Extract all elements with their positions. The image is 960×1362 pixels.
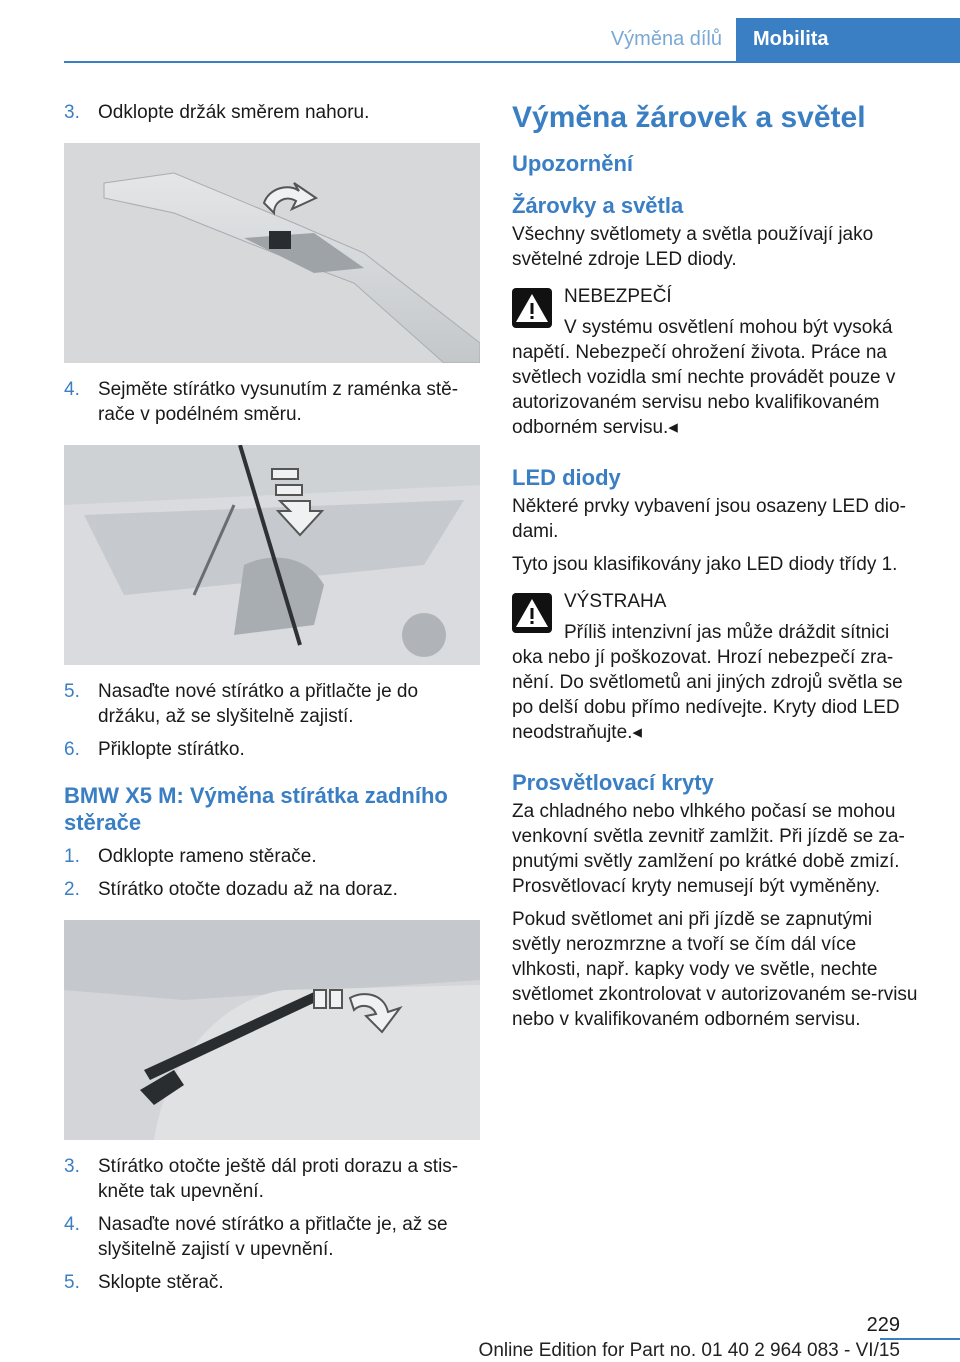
step-item xyxy=(64,737,480,762)
step-text: Stírátko otočte ještě dál proti dorazu a stis-kněte tak upevnění. xyxy=(98,1156,459,1202)
step-number: 4. xyxy=(64,1214,80,1235)
rear-wiper-heading: BMW X5 M: Výměna stírátka zadního stěrače xyxy=(64,783,448,835)
step-item xyxy=(64,844,480,869)
step-text: Nasaďte nové stírátko a přitlačte je, až se slyšitelně zajistí v upevnění. xyxy=(98,1214,448,1260)
notice-heading: Upozornění xyxy=(512,151,633,176)
step-text: Sejměte stírátko vysunutím z raménka stě-rače v podélném směru. xyxy=(98,379,459,425)
step-number: 1. xyxy=(64,846,80,867)
step-text: Nasaďte nové stírátko a přitlačte je do držáku, až se slyšitelně zajistí. xyxy=(98,681,419,727)
step-text: Stírátko otočte dozadu až na doraz. xyxy=(98,879,398,900)
figure-rear-wiper xyxy=(64,920,480,1140)
edition-footer: Online Edition for Part no. 01 40 2 964 083 - VI/15 xyxy=(478,1340,900,1361)
step-number: 4. xyxy=(64,379,80,400)
paragraph: Pokud světlomet ani při jízdě se zapnutými světly nerozmrzne a tvoří se čím dál více vlhkosti, např. kapky vody ve světle, nechte světlomet zkontrolovat v autorizovaném se-rvisu nebo v kvalifikovaném odborném servisu. xyxy=(512,909,918,1030)
header-chapter-tab: Mobilita xyxy=(736,18,960,62)
step-item xyxy=(64,1270,480,1295)
subsection-bulbs-heading: Žárovky a světla xyxy=(512,193,684,218)
header-rule xyxy=(64,61,960,63)
step-text: Odklopte držák směrem nahoru. xyxy=(98,102,370,123)
step-number: 3. xyxy=(64,1156,80,1177)
warning-label: VÝSTRAHA xyxy=(564,591,667,612)
danger-text-first: V systému osvětlení mohou být vysoká xyxy=(564,317,893,338)
danger-label: NEBEZPEČÍ xyxy=(564,286,672,307)
danger-text: napětí. Nebezpečí ohrožení života. Práce na světlech vozidla smí nechte provádět pouze v autorizovaném servisu nebo kvalifikovaném odborném servisu.◂ xyxy=(512,342,896,438)
warning-notice xyxy=(512,589,924,745)
step-text: Sklopte stěrač. xyxy=(98,1272,224,1293)
warning-text: oka nebo jí poškozovat. Hrozí nebezpečí zra-nění. Do světlometů ani jiných zdrojů světla se po delší dobu přímo nedívejte. Kryty diod LED neodstraňujte.◂ xyxy=(512,647,903,743)
step-item xyxy=(64,377,480,427)
section-title: Výměna žárovek a světel xyxy=(512,101,866,134)
danger-notice xyxy=(512,284,924,440)
figure-windscreen-wiper xyxy=(64,445,480,665)
step-item xyxy=(64,679,480,729)
warning-text-first: Příliš intenzivní jas může dráždit sítnici xyxy=(564,622,890,643)
step-number: 5. xyxy=(64,681,80,702)
step-text: Přiklopte stírátko. xyxy=(98,739,245,760)
left-column xyxy=(64,100,480,1295)
page-number: 229 xyxy=(866,1314,900,1336)
paragraph: Všechny světlomety a světla používají jako světelné zdroje LED diody. xyxy=(512,224,874,270)
paragraph: Některé prvky vybavení jsou osazeny LED dio-dami. xyxy=(512,496,906,542)
paragraph: Za chladného nebo vlhkého počasí se mohou venkovní světla zevnitř zamlžit. Při jízdě se za-pnutými světly zamlžení po krátké době zmizí. Prosvětlovací kryty nemusejí být vyměněny. xyxy=(512,801,905,897)
warning-triangle-icon xyxy=(512,593,552,633)
step-item xyxy=(64,100,480,125)
paragraph: Tyto jsou klasifikovány jako LED diody třídy 1. xyxy=(512,554,898,575)
warning-triangle-icon xyxy=(512,288,552,328)
subsection-led-heading: LED diody xyxy=(512,465,621,490)
step-number: 3. xyxy=(64,102,80,123)
step-number: 5. xyxy=(64,1272,80,1293)
step-number: 6. xyxy=(64,739,80,760)
step-number: 2. xyxy=(64,879,80,900)
step-text: Odklopte rameno stěrače. xyxy=(98,846,317,867)
step-item xyxy=(64,877,480,902)
header-section: Výměna dílů xyxy=(610,28,722,50)
right-column xyxy=(512,100,924,1032)
step-item xyxy=(64,1154,480,1204)
subsection-covers-heading: Prosvětlovací kryty xyxy=(512,770,714,795)
step-item xyxy=(64,1212,480,1262)
figure-wiper-holder xyxy=(64,143,480,363)
